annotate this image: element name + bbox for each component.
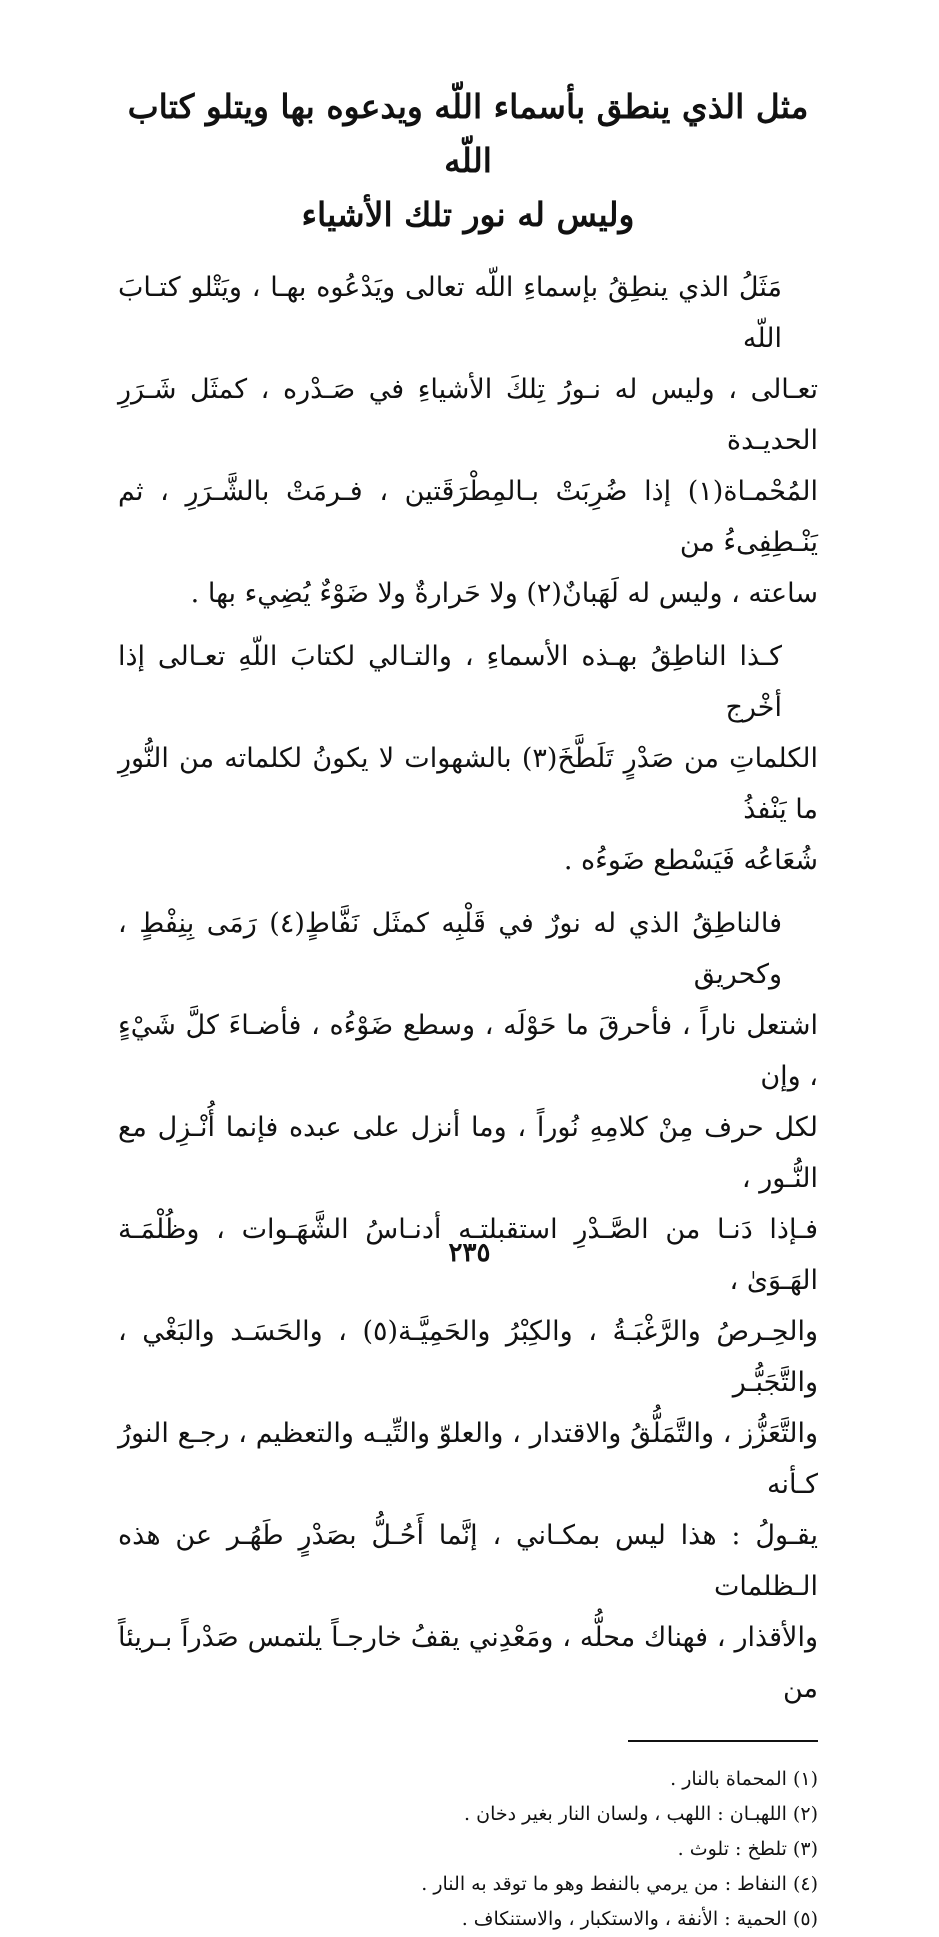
- chapter-heading: [118, 80, 818, 242]
- paragraph-2: [118, 631, 818, 886]
- text-line: لكل حرف مِنْ كلامِهِ نُوراً ، وما أنزل على عبده فإنما أُنْـزِل مع النُّـور ،: [118, 1112, 818, 1194]
- text-line: والأقذار ، فهناك محلُّه ، ومَعْدِني يقفُ خارجـاً يلتمس صَدْراً بـريئاً من: [118, 1622, 818, 1704]
- footnote: (٤) النفاط : من يرمي بالنفط وهو ما توقد به النار .: [421, 1873, 818, 1895]
- heading-line: وليس له نور تلك الأشياء: [301, 195, 635, 234]
- text-line: فـإذا دَنـا من الصَّـدْرِ استقبلتـه أدنـاسُ الشَّهَـوات ، وظُلْمَـة الهَـوَىٰ ،: [118, 1214, 818, 1296]
- text-line: اشتعل ناراً ، فأحرقَ ما حَوْلَه ، وسطع ضَوْءُه ، فأضـاءَ كلَّ شَيْءٍ ، وإن: [118, 1010, 818, 1092]
- text-line: فالناطِقُ الذي له نورٌ في قَلْبِه كمثَل نَفَّاطٍ(٤) رَمَى بِنِفْطٍ ، وكحريق: [118, 908, 782, 990]
- footnotes: [118, 1762, 818, 1937]
- footnote: (٥) الحمية : الأنفة ، والاستكبار ، والاستنكاف .: [461, 1908, 818, 1930]
- text-line: كـذا الناطِقُ بهـذه الأسماءِ ، والتـالي لكتابَ اللّهِ تعـالى إذا أخْرج: [118, 641, 782, 723]
- text-line: تعـالى ، وليس له نـورُ تِلكَ الأشياءِ في صَـدْره ، كمثَل شَـرَرِ الحديـدة: [118, 374, 818, 456]
- text-line: المُحْمـاة(١) إذا ضُرِبَتْ بـالمِطْرَقَتين ، فـرمَتْ بالشَّـرَرِ ، ثم يَنْـطِفِىءُ من: [118, 476, 818, 558]
- footnote: (٢) اللهبـان : اللهب ، ولسان النار بغير دخان .: [464, 1803, 818, 1825]
- paragraph-3: [118, 898, 818, 1714]
- text-line: مَثَلُ الذي ينطِقُ بإسماءِ اللّه تعالى ويَدْعُوه بهـا ، ويَتْلو كتـابَ اللّه: [118, 272, 782, 354]
- text-line: والحِـرصُ والرَّغْبَـةُ ، والكِبْرُ والحَمِيَّـة(٥) ، والحَسَـد والبَغْي ، والتَّجَبُّـر: [118, 1316, 818, 1398]
- text-line: شُعَاعُه فَيَسْطع ضَوءُه .: [563, 845, 818, 876]
- footnote: (٣) تلطخ : تلوث .: [677, 1838, 818, 1860]
- text-line: الكلماتِ من صَدْرٍ تَلَطَّخَ(٣) بالشهوات لا يكونُ لكلماته من النُّورِ ما يَنْفذُ: [118, 743, 819, 825]
- heading-line: مثل الذي ينطق بأسماء اللّه ويدعوه بها ويتلو كتاب اللّه: [127, 87, 809, 180]
- footnote: (١) المحماة بالنار .: [670, 1768, 818, 1790]
- paragraph-1: [118, 262, 818, 619]
- text-line: والتَّعَزُّز ، والتَّمَلُّقُ والاقتدار ، والعلوّ والتِّيـه والتعظيم ، رجـع النورُ كـأنه: [118, 1418, 818, 1500]
- page-body: [118, 80, 818, 1937]
- page-number: ٢٣٥: [448, 1238, 491, 1268]
- text-line: ساعته ، وليس له لَهَبانٌ(٢) ولا حَرارةٌ ولا ضَوْءٌ يُضِيء بها .: [190, 578, 818, 609]
- footnote-divider: [628, 1740, 818, 1742]
- text-line: يقـولُ : هذا ليس بمكـاني ، إنَّما أَحُـلُّ بصَدْرٍ طَهُـر عن هذه الـظلمات: [118, 1520, 818, 1602]
